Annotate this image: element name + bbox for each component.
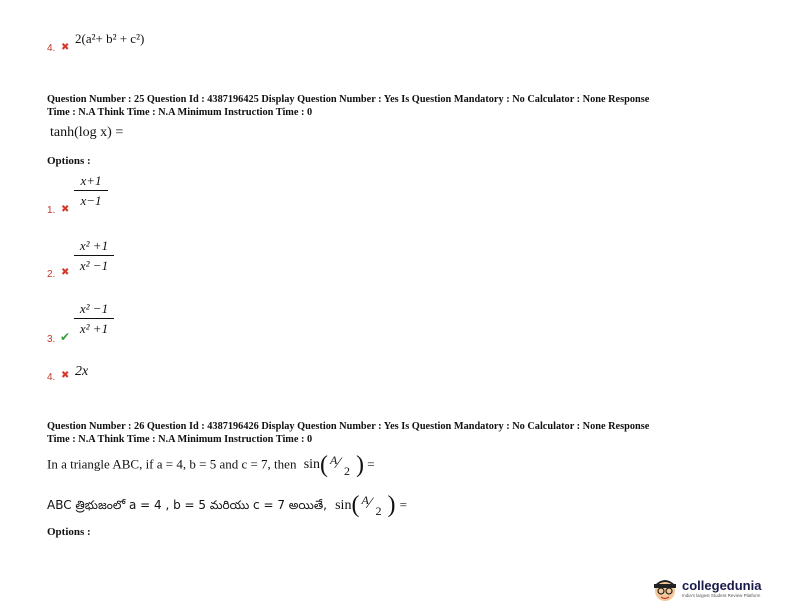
sin-function: sin (335, 498, 352, 513)
wrong-cross-icon: ✖ (61, 267, 70, 278)
option-expression: 2(a²+ b² + c²) (75, 31, 145, 46)
option-number: 4. (47, 43, 56, 54)
question-text: ABC త్రిభుజంలో a = 4 , b = 5 మరియు c = 7 అయితే, (47, 498, 327, 512)
fraction-slash: ⁄ (337, 454, 340, 472)
right-paren: ) (387, 492, 396, 518)
question-text: tanh(log x) = (50, 125, 124, 140)
question-meta-line2: Time : N.A Think Time : N.A Minimum Instruction Time : 0 (47, 434, 313, 445)
option-number: 3. (47, 334, 56, 345)
question-text-english (47, 452, 375, 479)
question-text-telugu (47, 492, 407, 519)
fraction-slash: ⁄ (368, 494, 372, 512)
fraction-bar (74, 318, 114, 319)
option-number: 2. (47, 269, 56, 280)
wrong-cross-icon: ✖ (61, 370, 70, 381)
fraction-denominator: x−1 (80, 193, 102, 208)
correct-check-icon: ✔ (60, 330, 71, 344)
question-meta-line1: Question Number : 26 Question Id : 4387196426 Display Question Number : Yes Is Question Mandatory : No Calculator : None Response (47, 421, 650, 432)
logo-wordmark: collegedunia (682, 578, 762, 593)
right-paren: ) (356, 452, 365, 478)
option-number: 4. (47, 372, 56, 383)
half-angle-fraction (359, 492, 387, 518)
fraction-numerator: x² −1 (79, 301, 109, 316)
option-fraction (74, 237, 114, 274)
sin-function: sin (303, 457, 321, 473)
question-meta (47, 93, 767, 119)
fraction-numerator: A (330, 452, 338, 467)
question-meta-line2: Time : N.A Think Time : N.A Minimum Instruction Time : 0 (47, 107, 313, 118)
question-meta (47, 420, 767, 446)
left-paren: ( (320, 452, 329, 478)
fraction-numerator: x+1 (80, 173, 102, 188)
collegedunia-logo (652, 575, 782, 605)
option-expression: 2x (75, 364, 89, 379)
fraction-bar (74, 190, 108, 191)
fraction-denominator: x² −1 (79, 258, 109, 273)
fraction-denominator: 2 (344, 463, 351, 478)
options-label: Options : (47, 155, 91, 167)
options-label: Options : (47, 526, 91, 538)
fraction-bar (74, 255, 114, 256)
logo-mascot-icon (652, 577, 678, 603)
fraction-numerator: A (361, 492, 369, 507)
question-meta-line1: Question Number : 25 Question Id : 4387196425 Display Question Number : Yes Is Question Mandatory : No Calculator : None Response (47, 94, 650, 105)
wrong-cross-icon: ✖ (61, 42, 70, 53)
fraction-denominator: x² +1 (79, 321, 109, 336)
left-paren: ( (351, 492, 360, 518)
option-fraction (74, 300, 114, 337)
option-fraction (74, 172, 108, 209)
equals-sign: = (399, 497, 407, 512)
half-angle-fraction (328, 452, 356, 478)
question-text: In a triangle ABC, if a = 4, b = 5 and c = 7, then (47, 456, 297, 472)
fraction-denominator: 2 (375, 503, 382, 518)
logo-tagline: India's largest Student Review Platform (682, 593, 761, 598)
wrong-cross-icon: ✖ (61, 204, 70, 215)
fraction-numerator: x² +1 (79, 238, 109, 253)
option-number: 1. (47, 205, 56, 216)
equals-sign: = (367, 456, 375, 472)
